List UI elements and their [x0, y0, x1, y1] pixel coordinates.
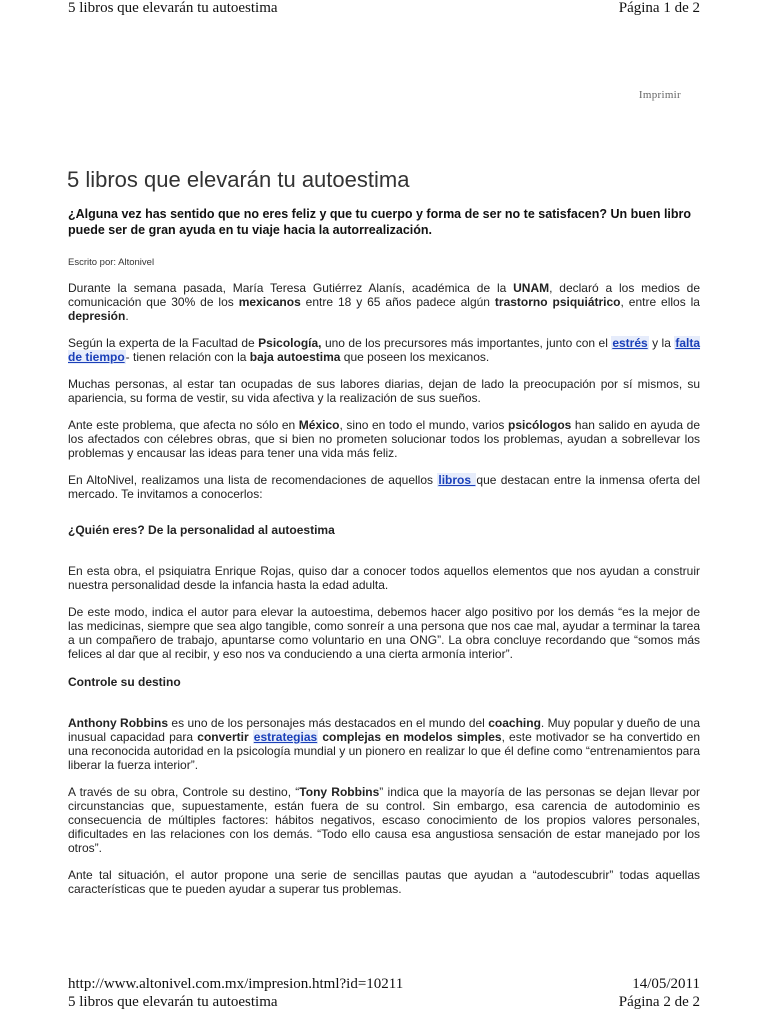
subheading-quien-eres: ¿Quién eres? De la personalidad al autoestima — [68, 523, 335, 537]
link-estrategias[interactable]: estrategias — [253, 730, 318, 744]
link-estres[interactable]: estrés — [612, 336, 648, 350]
article-body — [68, 206, 700, 909]
footer-doc-title: 5 libros que elevarán tu autoestima — [68, 994, 278, 1010]
paragraph-9: A través de su obra, Controle su destino, “Tony Robbins” indica que la mayoría de las personas se dejan llevar por circunstancias que, supuestamente, están fuera de su control. Sin embargo, esa carencia de autodominio es consecuencia de múltiples factores: hábitos negativos, escaso conocimiento de los propios valores personales, dificultades en las relaciones con los demás. “Todo ello causa esa angustiosa sensación de estar manejado por los otros”. — [68, 785, 700, 855]
footer-url: http://www.altonivel.com.mx/impresion.html?id=10211 — [68, 976, 404, 992]
article-lead: ¿Alguna vez has sentido que no eres feliz y que tu cuerpo y forma de ser no te satisfacen? Un buen libro puede ser de gran ayuda en tu viaje hacia la autorrealización. — [68, 207, 692, 237]
page-header-title: 5 libros que elevarán tu autoestima — [68, 0, 278, 16]
paragraph-10: Ante tal situación, el autor propone una serie de sencillas pautas que ayudan a “autodescubrir” todas aquellas características que te pueden ayudar a superar tus problemas. — [68, 868, 700, 896]
footer-date: 14/05/2011 — [632, 976, 700, 992]
link-falta-de-tiempo[interactable]: falta de tiempo — [68, 336, 701, 364]
paragraph-8: Anthony Robbins es uno de los personajes más destacados en el mundo del coaching. Muy popular y dueño de una inusual capacidad para convertir estrategias complejas en modelos simples, este motivador se ha convertido en una reconocida autoridad en la psicología mundial y un pionero en realizar lo que él define como “entrenamientos para liberar la fuerza interior”. — [68, 716, 700, 772]
link-libros[interactable]: libros — [438, 473, 476, 487]
footer-page-number: Página 2 de 2 — [618, 994, 700, 1010]
paragraph-7: De este modo, indica el autor para elevar la autoestima, debemos hacer algo positivo por los demás “es la mejor de las medicinas, siempre que sea algo tangible, como sonreír a una persona que nos cae mal, ayudar a terminar la tarea a un compañero de trabajo, apuntarse como voluntario en una ONG”. La obra concluye recordando que “somos más felices al dar que al recibir, y eso nos va conduciendo a una cierta armonía interior”. — [68, 605, 700, 661]
article-author: Escrito por: Altonivel — [68, 257, 155, 268]
paragraph-6: En esta obra, el psiquiatra Enrique Rojas, quiso dar a conocer todos aquellos elementos que nos ayudan a construir nuestra personalidad desde la infancia hasta la edad adulta. — [68, 564, 700, 592]
paragraph-3: Muchas personas, al estar tan ocupadas de sus labores diarias, dejan de lado la preocupación por sí mismos, su apariencia, su forma de vestir, su vida afectiva y la realización de sus sueños. — [68, 377, 700, 405]
paragraph-1: Durante la semana pasada, María Teresa Gutiérrez Alanís, académica de la UNAM, declaró a los medios de comunicación que 30% de los mexicanos entre 18 y 65 años padece algún trastorno psiquiátrico, entre ellos la depresión. — [68, 281, 701, 323]
subheading-controle-su-destino: Controle su destino — [68, 675, 181, 689]
paragraph-4: Ante este problema, que afecta no sólo en México, sino en todo el mundo, varios psicólogos han salido en ayuda de los afectados con célebres obras, que si bien no prometen solucionar todos los problemas, ayudan a sobrellevar los problemas y encausar las ideas para tener una vida más feliz. — [68, 418, 700, 460]
page-header-number: Página 1 de 2 — [618, 0, 700, 16]
print-link[interactable]: Imprimir — [638, 89, 681, 101]
paragraph-5: En AltoNivel, realizamos una lista de recomendaciones de aquellos libros que destacan entre la inmensa oferta del mercado. Te invitamos a conocerlos: — [68, 473, 700, 501]
paragraph-2: Según la experta de la Facultad de Psicología, uno de los precursores más importantes, junto con el estrés y la falta de tiempo- tienen relación con la baja autoestima que poseen los mexicanos. — [68, 336, 701, 364]
article-title: 5 libros que elevarán tu autoestima — [67, 167, 410, 192]
